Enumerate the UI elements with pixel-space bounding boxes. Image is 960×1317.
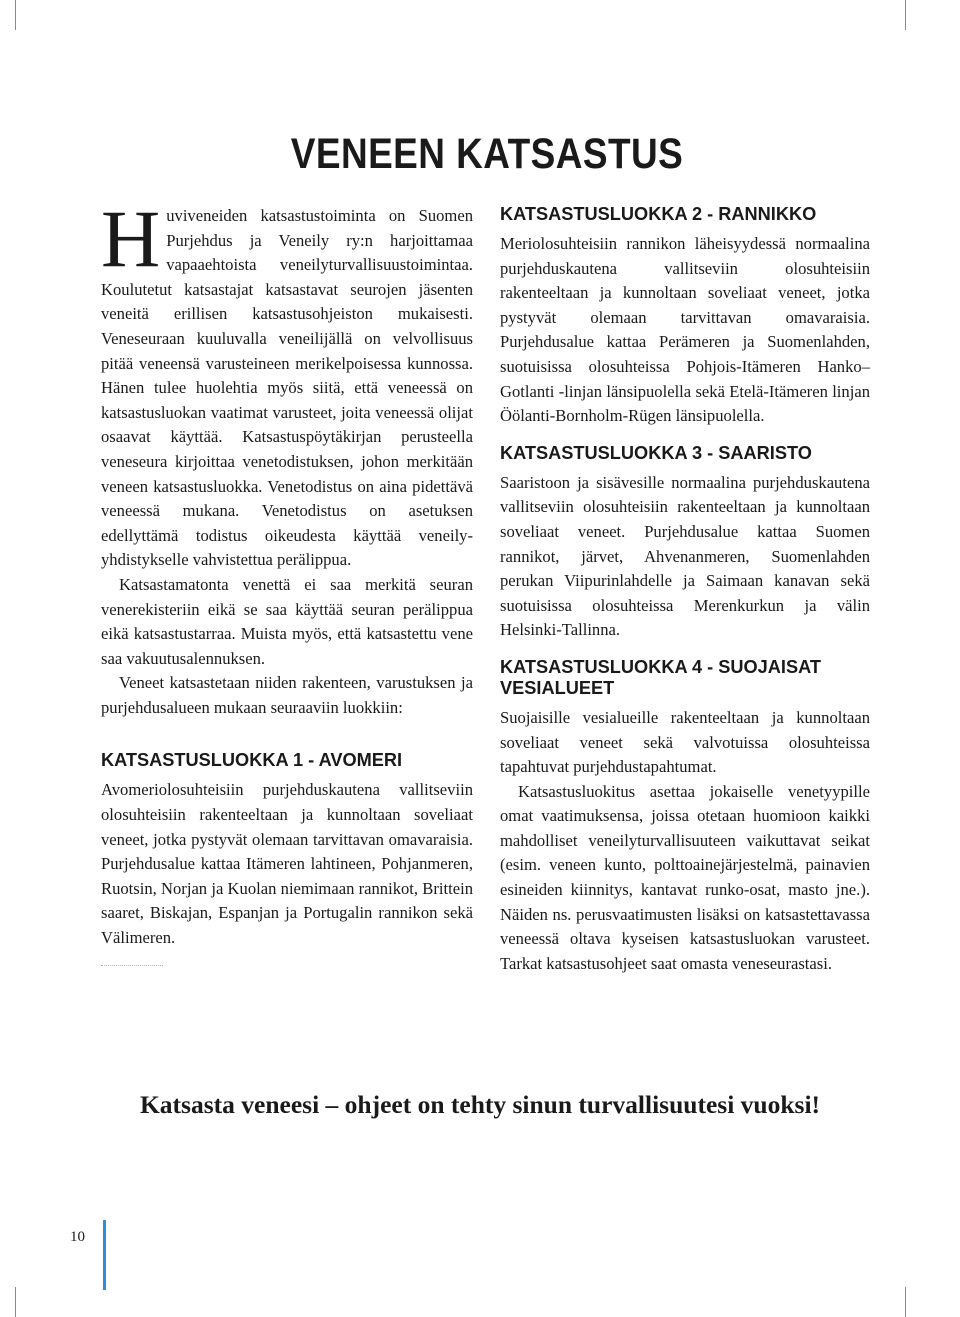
class4-heading: KATSASTUSLUOKKA 4 - SUOJAISAT VESIALUEET [500,656,821,698]
page-number: 10 [70,1229,85,1245]
page-accent-bar [103,1220,106,1290]
dotted-separator [101,965,163,968]
crop-mark [15,0,16,30]
right-column [500,204,870,976]
class3-text: Saaristoon ja sisävesille normaalina purjehduskautena vallitseviin olosuhteisiin rakenteeltaan ja kunnoltaan soveliaat veneet. Purjehdusalue kattaa Suomen rannikot, järvet, Ahvenanmeren, Suomenlahden perukan Viipurinlahdelle ja Saimaan kanavan sekä suotuisissa olosuhteissa Merenkurkun ja välin Helsinki-Tallinna. [500,472,870,640]
class1-heading: KATSASTUSLUOKKA 1 - AVOMERI [101,750,403,771]
paragraph-unregistered-boat: Katsastamatonta venettä ei saa merkitä seuran venerekisteriin eikä se saa käyttää seuran perälippua eikä katsastustarraa. Muista myös, että katsastettu vene saa vakuutusalennuksen. [101,574,473,668]
intro-paragraph [101,193,473,573]
class4-text: Suojaisille vesialueille rakenteeltaan ja kunnoltaan soveliaat veneet sekä valvotuissa olosuhteissa tapahtuvat purjehdustapahtumat. [500,707,870,777]
page-title: VENEEN KATSASTUS [290,130,684,178]
intro-text: uviveneiden katsastustoiminta on Suomen Purjehdus ja Veneily ry:n harjoittamaa vapaaehtoista veneilyturvallisuustoimintaa. Koulutetut katsastajat katsastavat seurojen jäsenten veneitä erillisen katsastusohjeiston mukaisesti. Veneseuraan kuuluvalla veneilijällä on velvollisuus pitää veneensä varusteineen merikelpoisessa kunnossa. Hänen tulee huolehtia myös siitä, että veneessä on katsastusluokan vaatimat varusteet, joita veneessä olijat osaavat käyttää. Katsastuspöytäkirjan perusteella veneseura kirjoittaa venetodistuksen, johon merkitään veneen katsastusluokka. Venetodistus on aina pidettävä veneessä mukana. Venetodistus on asetuksen edellyttämä todistus oikeudesta käyttää veneily-yhdistykselle vahvistettua perälippua. [101,206,473,570]
class2-heading: KATSASTUSLUOKKA 2 - RANNIKKO [500,204,817,224]
closing-text: Katsastusluokitus asettaa jokaiselle venetyypille omat vaatimuksensa, joissa otetaan huomioon kaikki mahdolliset veneilyturvallisuuteen vaikuttavat seikat (esim. veneen kunto, polttoainejärjestelmä, painavien esineiden kiinnitys, kantavat runko-osat, masto jne.). Näiden ns. perusvaatimusten lisäksi on katsastettavassa veneessä oltava kyseisen katsastusluokan varusteet. Tarkat katsastusohjeet saat omasta veneseurastasi. [500,781,870,973]
class1-text: Avomeriolosuhteisiin purjehduskautena vallitseviin olosuhteisiin rakenteeltaan ja kunnoltaan soveliaat veneet, jotka pystyvät olemaan tarvittavan omavaraisia. Purjehdusalue kattaa Itämeren lahtineen, Pohjanmeren, Ruotsin, Norjan ja Kuolan niemimaan rannikot, Brittein saaret, Biskajan, Espanjan ja Portugalin rannikon sekä Välimeren. [101,780,473,948]
paragraph-classes-intro: Veneet katsastetaan niiden rakenteen, varustuksen ja purjehdusalueen mukaan seuraaviin luokkiin: [101,673,473,717]
tagline: Katsasta veneesi – ohjeet on tehty sinun turvallisuutesi vuoksi! [139,1090,821,1119]
drop-cap: H [101,193,161,284]
crop-mark [905,1287,906,1317]
class3-heading: KATSASTUSLUOKKA 3 - SAARISTO [500,442,812,463]
left-column [101,193,473,968]
crop-mark [15,1287,16,1317]
crop-mark [905,0,906,30]
class2-text: Meriolosuhteisiin rannikon läheisyydessä normaalina purjehduskautena vallitseviin olosuhteisiin rakenteeltaan ja kunnoltaan soveliaat veneet, jotka pystyvät olemaan tarvittavan omavaraisia. Purjehdusalue kattaa Perämeren ja Suomenlahden, suotuisissa olosuhteissa Pohjois-Itämeren Hanko–Gotlanti -linjan länsipuolella sekä Etelä-Itämeren linjan Öölanti-Bornholm-Rügen länsipuolella. [500,234,870,426]
